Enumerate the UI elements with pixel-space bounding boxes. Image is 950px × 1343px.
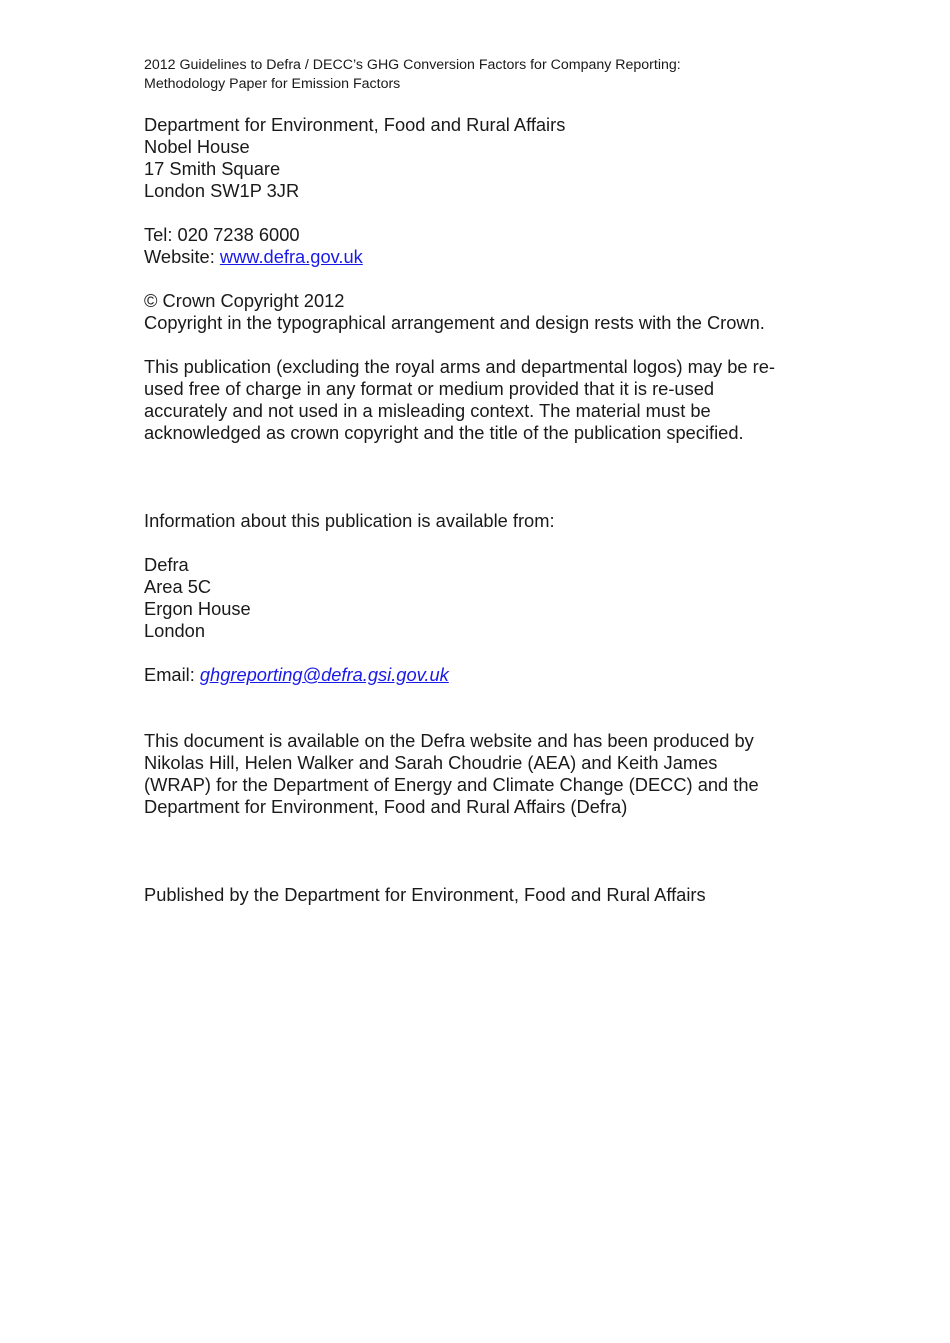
email-link[interactable]: ghgreporting@defra.gsi.gov.uk	[199, 664, 449, 685]
licence-paragraph	[144, 356, 824, 444]
address-line: London SW1P 3JR	[144, 180, 300, 201]
production-line: (WRAP) for the Department of Energy and Climate Change (DECC) and the	[144, 774, 759, 795]
email-line	[144, 664, 824, 686]
production-line: Nikolas Hill, Helen Walker and Sarah Choudrie (AEA) and Keith James	[144, 752, 718, 773]
production-paragraph	[144, 730, 824, 818]
licence-line: accurately and not used in a misleading context. The material must be	[144, 400, 711, 421]
licence-line: This publication (excluding the royal arms and departmental logos) may be re-	[144, 356, 776, 377]
address-line: Department for Environment, Food and Rural Affairs	[144, 114, 566, 135]
copyright-line: © Crown Copyright 2012	[144, 290, 345, 311]
info-address-line: Area 5C	[144, 576, 212, 597]
info-address-line: Ergon House	[144, 598, 251, 619]
document-page	[144, 56, 824, 906]
email-row	[144, 664, 824, 686]
website-link[interactable]: www.defra.gov.uk	[219, 246, 363, 267]
info-address-line: London	[144, 620, 206, 641]
copyright-notice	[144, 290, 824, 334]
published-by	[144, 884, 824, 906]
copyright-line: Copyright in the typographical arrangement and design rests with the Crown.	[144, 312, 765, 333]
licence-line: acknowledged as crown copyright and the title of the publication specified.	[144, 422, 744, 443]
running-header	[144, 56, 824, 94]
header-line-2: Methodology Paper for Emission Factors	[144, 76, 401, 92]
production-line: This document is available on the Defra website and has been produced by	[144, 730, 754, 751]
website-line	[144, 246, 824, 268]
production-line: Department for Environment, Food and Rural Affairs (Defra)	[144, 796, 628, 817]
email-label: Email:	[144, 664, 200, 685]
licence-line: used free of charge in any format or medium provided that it is re-used	[144, 378, 715, 399]
info-address	[144, 554, 824, 642]
address-line: 17 Smith Square	[144, 158, 281, 179]
info-address-line: Defra	[144, 554, 189, 575]
telephone: Tel: 020 7238 6000	[144, 224, 300, 245]
address-line: Nobel House	[144, 136, 250, 157]
header-line-1: 2012 Guidelines to Defra / DECC’s GHG Conversion Factors for Company Reporting:	[144, 57, 681, 73]
published-text: Published by the Department for Environment, Food and Rural Affairs	[144, 884, 706, 905]
contact-details	[144, 224, 824, 268]
publisher-address	[144, 114, 824, 202]
info-intro	[144, 510, 824, 532]
website-label: Website:	[144, 246, 220, 267]
info-intro-text: Information about this publication is available from:	[144, 510, 555, 531]
